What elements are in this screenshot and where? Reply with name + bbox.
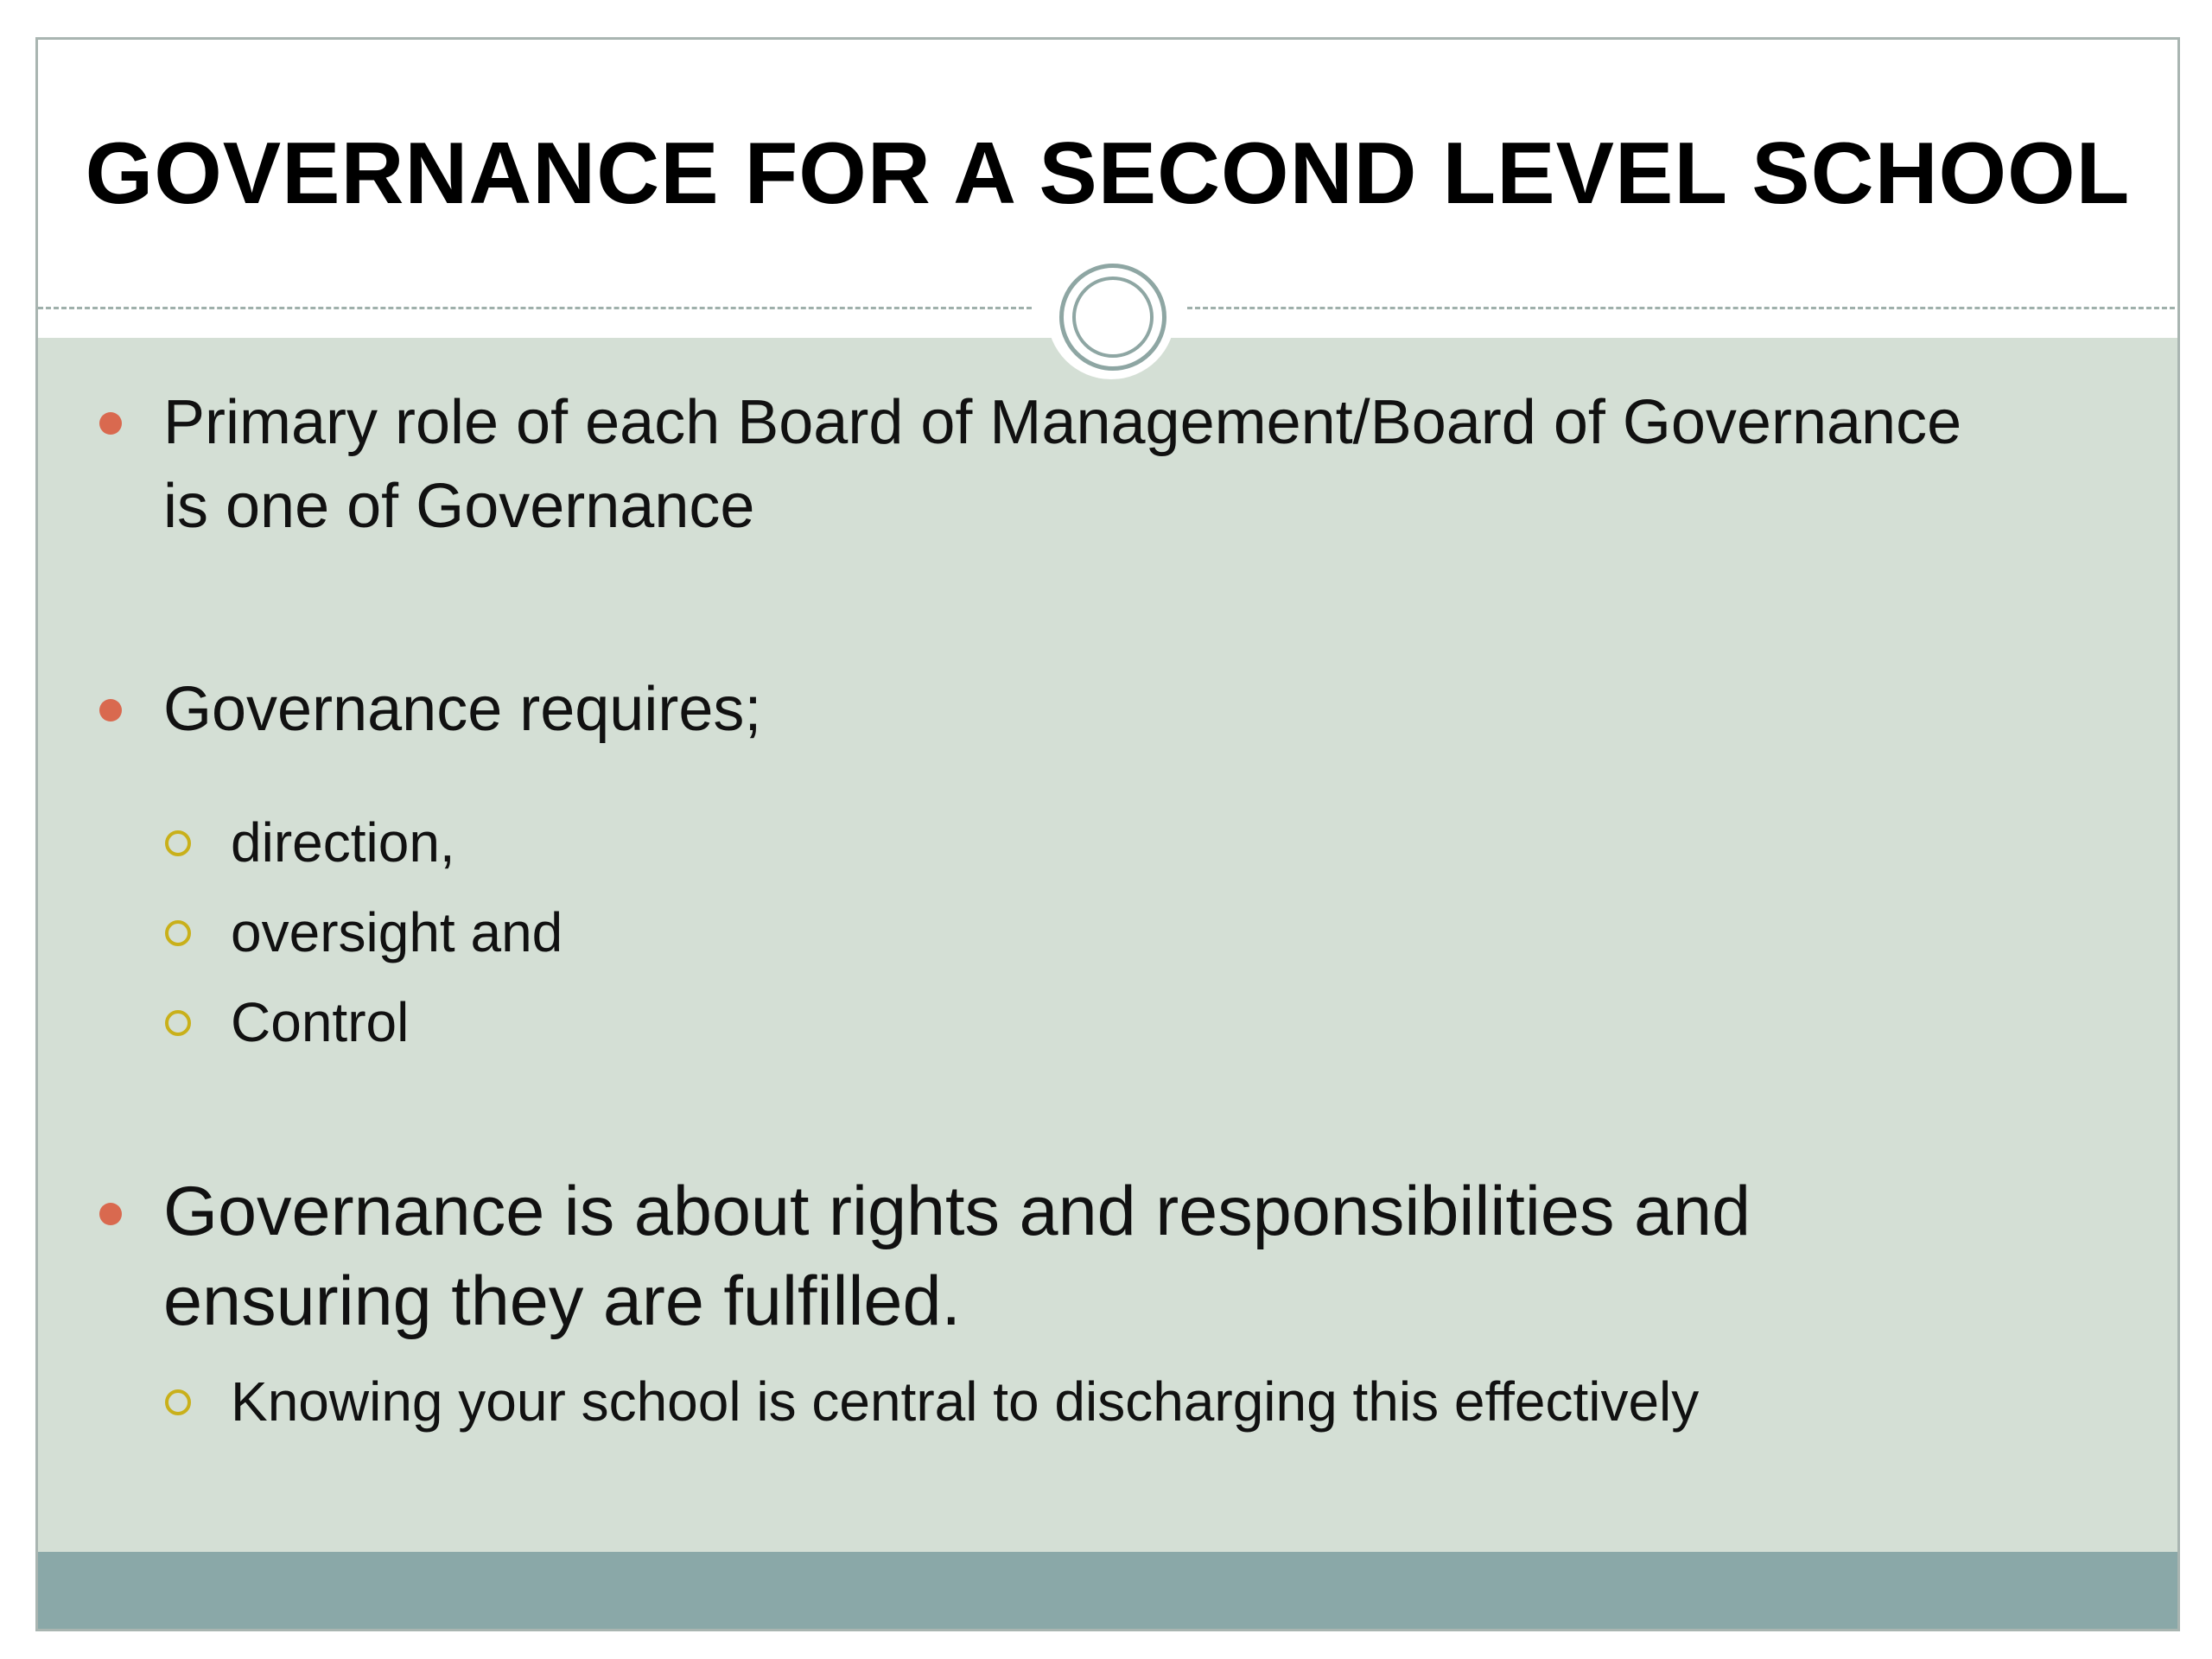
sub-item-text: Control [231, 991, 410, 1053]
bullet-text: Governance requires; [163, 675, 762, 744]
bullet-text: Governance is about rights and responsibilities and ensuring they are fulfilled. [163, 1173, 1751, 1340]
sub-item-control [231, 988, 2045, 1057]
bullet-item-governance-requires [163, 668, 1978, 752]
sub-bullet-ring-icon [165, 1389, 191, 1415]
bullet-text: Primary role of each Board of Management/Board of Governance is one of Governance [163, 388, 1962, 541]
sub-item-text: direction, [231, 811, 455, 874]
slide-content [38, 40, 2177, 1629]
bullet-dot-icon [99, 1203, 122, 1225]
bullet-dot-icon [99, 699, 122, 721]
footer-band [38, 1552, 2177, 1631]
slide [35, 37, 2180, 1631]
sub-bullet-ring-icon [165, 920, 191, 946]
sub-bullet-ring-icon [165, 1010, 191, 1036]
sub-item-knowing-school [231, 1367, 2045, 1436]
slide-title: GOVERNANCE FOR A SECOND LEVEL SCHOOL [85, 125, 2131, 222]
bullet-item-primary-role [163, 381, 1978, 549]
sub-bullet-ring-icon [165, 830, 191, 856]
sub-item-oversight [231, 898, 2045, 967]
bullet-item-rights-responsibilities [163, 1166, 1978, 1346]
sub-item-direction [231, 808, 2045, 877]
sub-item-text: Knowing your school is central to discharging this effectively [231, 1370, 1700, 1433]
bullet-dot-icon [99, 412, 122, 435]
sub-item-text: oversight and [231, 901, 563, 963]
